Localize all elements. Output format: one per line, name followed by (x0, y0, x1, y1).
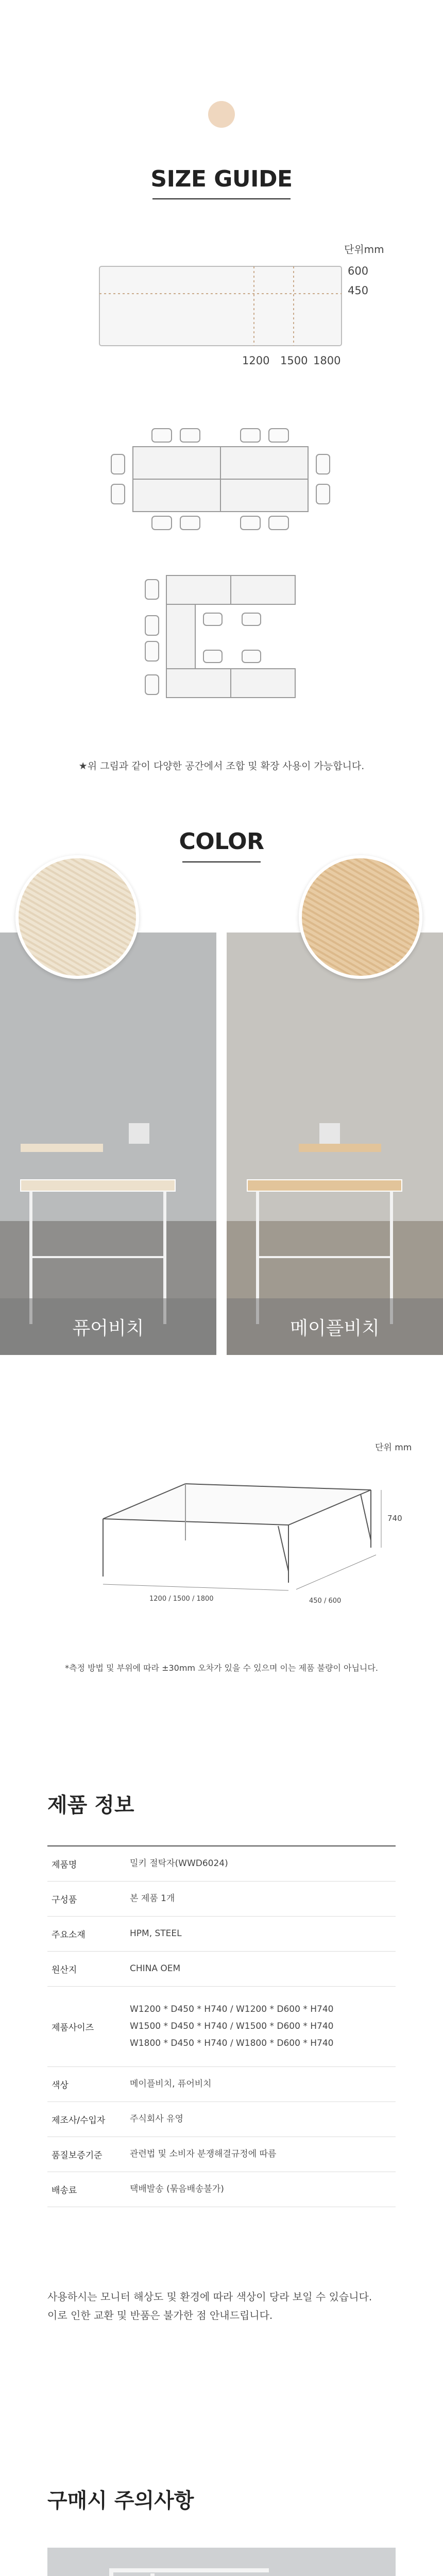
layout-bottom-diagram (166, 575, 295, 698)
size-unit-label: 단위mm (344, 243, 384, 256)
spec-key: 제품사이즈 (52, 2023, 94, 2033)
maple-beech-swatch (299, 855, 422, 979)
spec-row (47, 2067, 396, 2102)
pure-beech-scene (0, 933, 216, 1355)
color-disclaimer: 사용하시는 모니터 해상도 및 환경에 따라 색상이 당라 보일 수 있습니다. 이로 인한 교환 및 반품은 불가한 점 안내드립니다. (47, 2291, 372, 2321)
dimension-unit-label: 단위 mm (375, 1443, 412, 1453)
size-guide-footnote: ★위 그림과 같이 다양한 공간에서 조합 및 확장 사용이 가능합니다. (78, 760, 365, 772)
spec-value: 메이플비치, 퓨어비치 (130, 2078, 212, 2089)
spec-title: 제품 정보 (47, 1793, 134, 1817)
maple-beech-scene (227, 933, 443, 1355)
spec-row (47, 1882, 396, 1917)
spec-value: 관련법 및 소비자 분쟁해결규정에 따름 (130, 2148, 277, 2159)
dimension-drawing (0, 1468, 443, 1623)
spec-value: 택배발송 (묶음배송불가) (130, 2183, 224, 2194)
width-range-label: 1200 / 1500 / 1800 (149, 1595, 214, 1603)
size-guide-drawing (0, 0, 443, 721)
spec-key: 제품명 (52, 1860, 77, 1870)
spec-value: W1200 * D450 * H740 / W1200 * D600 * H740 W1500 * D450 * H740 / W1500 * D600 * H740 W1800 * D450 * H740 / W1800 * D600 * H740 (130, 2004, 334, 2049)
width-1800-label: 1800 (313, 354, 341, 367)
spec-key: 품질보증기준 (52, 2150, 103, 2161)
spec-row (47, 2137, 396, 2172)
spec-value: 본 제품 1개 (130, 1893, 175, 1904)
spec-value: CHINA OEM (130, 1963, 181, 1974)
width-1500-label: 1500 (280, 354, 308, 367)
folded-frame-illustration (47, 2548, 396, 2576)
spec-key: 배송료 (52, 2185, 77, 2196)
spec-key: 원산지 (52, 1965, 77, 1975)
spec-key: 구성품 (52, 1895, 77, 1905)
spec-row (47, 2102, 396, 2137)
size-guide-title: SIZE GUIDE (150, 166, 293, 192)
spec-row (47, 1846, 396, 1882)
pure-beech-photo (0, 933, 216, 1355)
depth-range-label: 450 / 600 (309, 1597, 342, 1605)
maple-beech-photo (227, 933, 443, 1355)
folded-frame-photo (47, 2548, 396, 2576)
dimension-footnote: *측정 방법 및 부위에 따라 ±30mm 오차가 있을 수 있으며 이는 제품 불량이 아닙니다. (65, 1663, 378, 1673)
spec-value: HPM, STEEL (130, 1928, 182, 1939)
height-740-label: 740 (387, 1514, 402, 1523)
layout-top-diagram (133, 447, 308, 512)
spec-table (47, 1845, 396, 2207)
pure-beech-label: 퓨어비치 (0, 1298, 216, 1355)
pure-beech-swatch (15, 855, 139, 979)
maple-beech-label: 메이플비치 (227, 1298, 443, 1355)
depth-600-label: 600 (348, 265, 369, 277)
spec-key: 제조사/수입자 (52, 2115, 106, 2126)
spec-row (47, 1987, 396, 2067)
color-title: COLOR (179, 828, 264, 855)
depth-450-label: 450 (348, 284, 369, 297)
spec-key: 주요소재 (52, 1930, 86, 1940)
spec-key: 색상 (52, 2080, 69, 2091)
spec-value: 주식회사 유영 (130, 2113, 183, 2124)
spec-value: 밀키 절탁자(WWD6024) (130, 1858, 228, 1869)
width-1200-label: 1200 (242, 354, 270, 367)
spec-row (47, 1952, 396, 1987)
spec-row (47, 1917, 396, 1952)
color-underline (182, 861, 261, 862)
spec-row (47, 2172, 396, 2207)
caution-title: 구매시 주의사항 (47, 2489, 194, 2513)
